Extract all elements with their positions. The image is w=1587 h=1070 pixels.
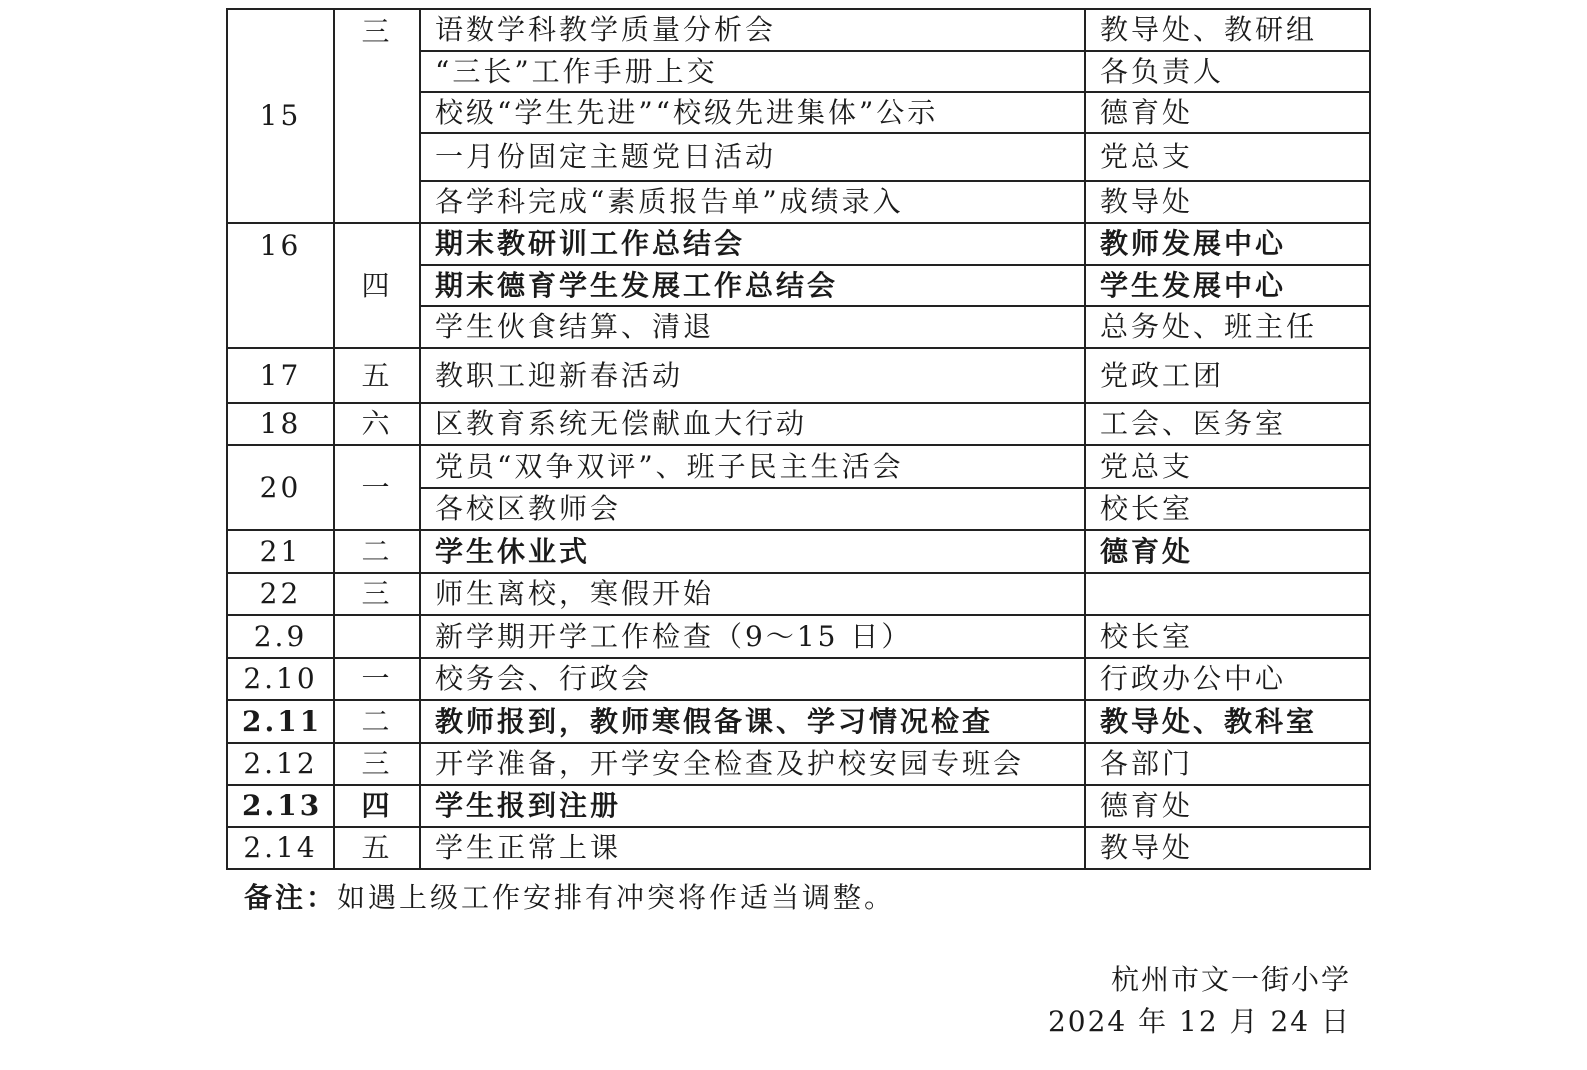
dept-cell: 德育处 — [1085, 92, 1370, 133]
weekday-cell: 四 — [334, 785, 420, 827]
table-row — [227, 615, 1370, 658]
item-cell: 期末德育学生发展工作总结会 — [420, 265, 1085, 306]
dept-cell: 德育处 — [1085, 785, 1370, 827]
dept-cell: 各负责人 — [1085, 51, 1370, 92]
item-cell: 学生休业式 — [420, 530, 1085, 573]
weekday-cell: 三 — [334, 573, 420, 615]
item-cell: 学生伙食结算、清退 — [420, 306, 1085, 348]
table-row — [227, 445, 1370, 488]
dept-cell: 校长室 — [1085, 615, 1370, 658]
schedule-table — [226, 8, 1371, 870]
dept-cell: 总务处、班主任 — [1085, 306, 1370, 348]
dept-cell: 党总支 — [1085, 445, 1370, 488]
date-cell: 2.14 — [227, 827, 334, 869]
table-row — [227, 658, 1370, 700]
item-cell: 各校区教师会 — [420, 488, 1085, 530]
weekday-cell: 三 — [334, 743, 420, 785]
date-cell: 21 — [227, 530, 334, 573]
weekday-cell — [334, 615, 420, 658]
dept-cell: 教师发展中心 — [1085, 223, 1370, 265]
weekday-cell: 二 — [334, 700, 420, 743]
weekday-cell: 五 — [334, 348, 420, 403]
item-cell: 各学科完成“素质报告单”成绩录入 — [420, 181, 1085, 223]
table-row — [227, 700, 1370, 743]
weekday-cell: 一 — [334, 445, 420, 530]
weekday-cell: 五 — [334, 827, 420, 869]
item-cell: 校级“学生先进”“校级先进集体”公示 — [420, 92, 1085, 133]
weekday-cell: 二 — [334, 530, 420, 573]
item-cell: 区教育系统无偿献血大行动 — [420, 403, 1085, 445]
table-row — [227, 573, 1370, 615]
remark-label: 备注： — [244, 881, 338, 914]
table-row — [227, 403, 1370, 445]
date-cell: 17 — [227, 348, 334, 403]
dept-cell: 教导处、教科室 — [1085, 700, 1370, 743]
date-cell: 22 — [227, 573, 334, 615]
date-cell: 2.13 — [227, 785, 334, 827]
dept-cell: 各部门 — [1085, 743, 1370, 785]
remark-text: 如遇上级工作安排有冲突将作适当调整。 — [337, 881, 896, 914]
weekday-cell: 三 — [334, 9, 420, 223]
dept-cell: 教导处 — [1085, 827, 1370, 869]
dept-cell: 党政工团 — [1085, 348, 1370, 403]
table-row — [227, 530, 1370, 573]
item-cell: 师生离校，寒假开始 — [420, 573, 1085, 615]
item-cell: 语数学科教学质量分析会 — [420, 9, 1085, 51]
dept-cell: 教导处、教研组 — [1085, 9, 1370, 51]
date-cell: 2.11 — [227, 700, 334, 743]
item-cell: 教职工迎新春活动 — [420, 348, 1085, 403]
dept-cell: 学生发展中心 — [1085, 265, 1370, 306]
dept-cell: 党总支 — [1085, 133, 1370, 181]
date-cell: 2.10 — [227, 658, 334, 700]
item-cell: 学生报到注册 — [420, 785, 1085, 827]
signature-date: 2024 年 12 月 24 日 — [1047, 1005, 1351, 1038]
item-cell: 学生正常上课 — [420, 827, 1085, 869]
table-row — [227, 9, 1370, 51]
dept-cell: 德育处 — [1085, 530, 1370, 573]
dept-cell: 工会、医务室 — [1085, 403, 1370, 445]
dept-cell: 校长室 — [1085, 488, 1370, 530]
item-cell: 开学准备，开学安全检查及护校安园专班会 — [420, 743, 1085, 785]
item-cell: “三长”工作手册上交 — [420, 51, 1085, 92]
weekday-cell: 一 — [334, 658, 420, 700]
item-cell: 新学期开学工作检查（9～15 日） — [420, 615, 1085, 658]
weekday-cell: 六 — [334, 403, 420, 445]
date-cell: 16 — [227, 223, 334, 348]
dept-cell — [1085, 573, 1370, 615]
item-cell: 一月份固定主题党日活动 — [420, 133, 1085, 181]
weekday-cell: 四 — [334, 223, 420, 348]
date-cell: 15 — [227, 9, 334, 223]
table-row — [227, 348, 1370, 403]
item-cell: 期末教研训工作总结会 — [420, 223, 1085, 265]
signature-school: 杭州市文一街小学 — [1110, 963, 1351, 996]
date-cell: 18 — [227, 403, 334, 445]
remark-note — [244, 876, 895, 916]
dept-cell: 教导处 — [1085, 181, 1370, 223]
table-row — [227, 223, 1370, 265]
table-row — [227, 743, 1370, 785]
date-cell: 2.12 — [227, 743, 334, 785]
date-cell: 2.9 — [227, 615, 334, 658]
item-cell: 教师报到，教师寒假备课、学习情况检查 — [420, 700, 1085, 743]
dept-cell: 行政办公中心 — [1085, 658, 1370, 700]
table-row — [227, 785, 1370, 827]
item-cell: 校务会、行政会 — [420, 658, 1085, 700]
item-cell: 党员“双争双评”、班子民主生活会 — [420, 445, 1085, 488]
date-cell: 20 — [227, 445, 334, 530]
table-row — [227, 827, 1370, 869]
